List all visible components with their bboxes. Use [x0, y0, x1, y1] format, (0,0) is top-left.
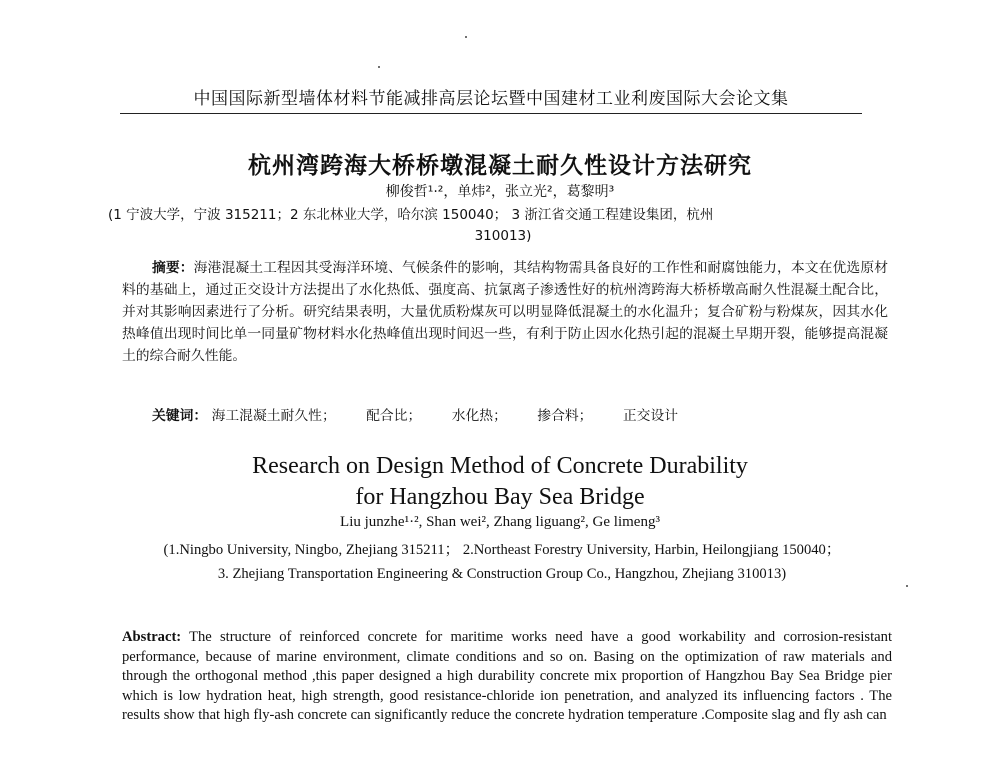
affiliation-en-line2: 3. Zhejiang Transportation Engineering & Construction Group Co., Hangzhou, Zhejiang 310013) — [217, 566, 787, 582]
scan-speck — [465, 36, 467, 38]
title-chinese: 杭州湾跨海大桥桥墩混凝土耐久性设计方法研究 — [248, 153, 752, 179]
keywords-chinese — [152, 404, 704, 424]
affiliation-cn-line1: (1 宁波大学，宁波 315211；2 东北林业大学，哈尔滨 150040； 3 浙江省交通工程建设集团，杭州 — [108, 207, 714, 223]
keyword-item: 海工混凝土耐久性； — [211, 408, 336, 424]
scan-speck — [906, 585, 908, 587]
authors-english: Liu junzhe¹·², Shan wei², Zhang liguang², Ge limeng³ — [340, 514, 660, 530]
abstract-en-label: Abstract: — [122, 629, 182, 645]
abstract-cn-label: 摘要： — [152, 260, 194, 276]
keyword-item: 配合比； — [366, 408, 422, 424]
affiliations-english — [112, 540, 892, 584]
keyword-item: 正交设计 — [622, 408, 679, 424]
abstract-chinese — [122, 257, 888, 367]
keywords-cn-label: 关键词： — [152, 408, 208, 424]
abstract-cn-text: 海港混凝土工程因其受海洋环境、气候条件的影响，其结构物需具备良好的工作性和耐腐蚀能力，本文在优选原材料的基础上，通过正交设计方法提出了水化热低、强度高、抗氯离子渗透性好的杭州湾跨海大桥桥墩高耐久性混凝土配合比，并对其影响因素进行了分析。研究结果表明，大量优质粉煤灰可以明显降低混凝土的水化温升；复合矿粉与粉煤灰，因其水化热峰值出现时间比单一同量矿物材料水化热峰值出现时间迟一些，有利于防止因水化热引起的混凝土早期开裂，能够提高混凝土的综合耐久性能。 — [122, 260, 889, 364]
affiliations-chinese — [108, 205, 898, 247]
title-en-line1: Research on Design Method of Concrete Durability — [252, 453, 748, 479]
affiliation-en-line1: (1.Ningbo University, Ningbo, Zhejiang 315211； 2.Northeast Forestry University, Harbin, Heilongjiang 150040； — [163, 542, 841, 558]
keyword-item: 水化热； — [451, 408, 507, 424]
abstract-english — [122, 628, 892, 726]
authors-chinese: 柳俊哲¹·²，单炜²，张立光²，葛黎明³ — [385, 184, 615, 200]
title-en-line2: for Hangzhou Bay Sea Bridge — [355, 484, 645, 510]
abstract-en-text: The structure of reinforced concrete for maritime works need have a good workability and corrosion-resistant performance, because of marine environment, climate conditions and so on. Basing on the optimization of raw materials and through the orthogonal method ,this paper designed a high durability concrete mix proportion of Hangzhou Bay Sea Bridge pier which is low hydration heat, high strength, good resistance-chloride ion penetration, and analyzed its influencing factors . The results show that high fly-ash concrete can significantly reduce the concrete hydration temperature .Composite slag and fly ash can — [122, 629, 892, 724]
running-head: 中国国际新型墙体材料节能减排高层论坛暨中国建材工业利废国际大会论文集 — [120, 84, 862, 114]
affiliation-cn-line2: 310013) — [474, 228, 532, 244]
scan-speck — [378, 66, 380, 68]
keyword-item: 掺合料； — [537, 408, 593, 424]
title-english — [0, 451, 1000, 513]
